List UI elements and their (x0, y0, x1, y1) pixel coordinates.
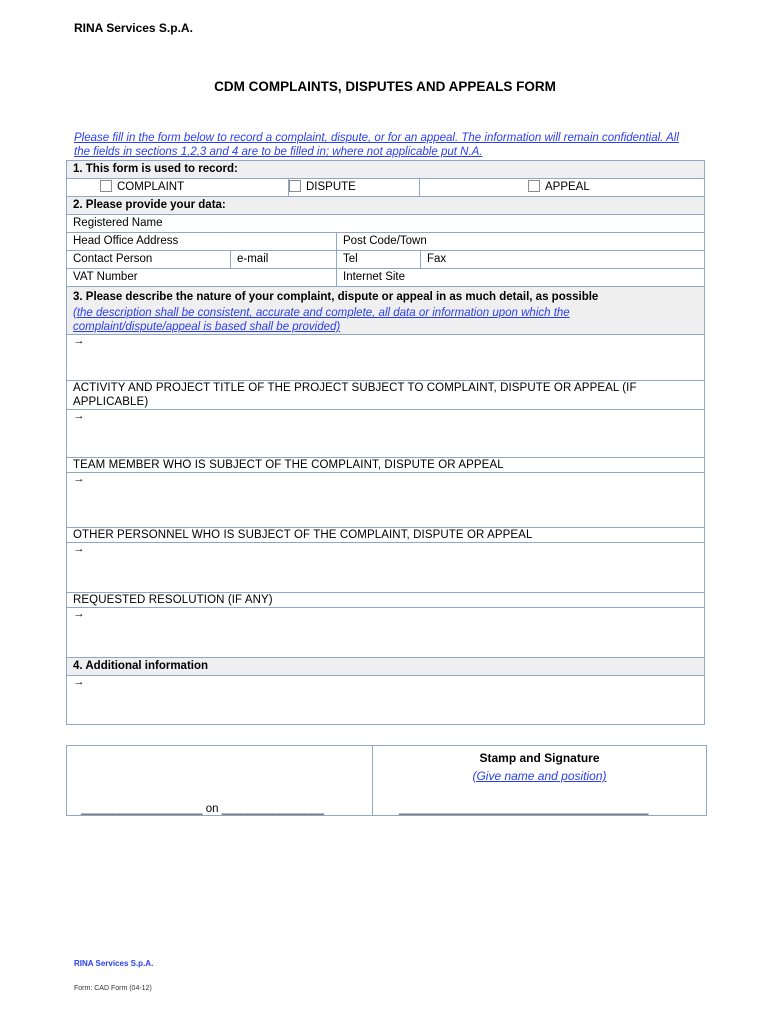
option-appeal-label: APPEAL (545, 181, 590, 193)
head-office-address-field[interactable]: Head Office Address (67, 233, 337, 251)
arrow-icon: → (73, 608, 85, 620)
activity-title-label: ACTIVITY AND PROJECT TITLE OF THE PROJECT SUBJECT TO COMPLAINT, DISPUTE OR APPEAL (IF APPLICABLE) (67, 381, 705, 410)
date-place-box[interactable] (66, 745, 373, 816)
section3-heading: 3. Please describe the nature of your complaint, dispute or appeal in as much detail, as possible (73, 291, 599, 303)
option-appeal[interactable] (420, 179, 704, 196)
stamp-signature-title: Stamp and Signature (479, 751, 600, 765)
section3-note: (the description shall be consistent, accurate and complete, all data or information upon which the complaint/dispute/appeal is based shall be provided) (73, 307, 570, 333)
email-field[interactable]: e-mail (231, 251, 337, 269)
arrow-icon: → (73, 473, 85, 485)
dispute-checkbox[interactable] (289, 180, 301, 192)
arrow-icon: → (73, 410, 85, 422)
arrow-icon: → (73, 335, 85, 347)
footer-company: RINA Services S.p.A. (74, 959, 154, 968)
option-complaint[interactable] (67, 179, 289, 196)
date-place-line: ___________________ on ________________ (81, 803, 325, 815)
arrow-icon: → (73, 676, 85, 688)
other-personnel-input[interactable] (67, 543, 705, 593)
stamp-signature-note: (Give name and position) (472, 769, 607, 783)
company-name: RINA Services S.p.A. (74, 21, 193, 35)
section1-heading: 1. This form is used to record: (67, 161, 705, 179)
section2-heading: 2. Please provide your data: (67, 197, 705, 215)
footer-form-code: Form: CAD Form (04-12) (74, 985, 152, 992)
team-member-input[interactable] (67, 473, 705, 528)
option-dispute[interactable] (289, 179, 420, 196)
form-title: CDM COMPLAINTS, DISPUTES AND APPEALS FORM (214, 79, 556, 94)
description-input[interactable] (67, 335, 705, 381)
stamp-signature-box[interactable] (372, 745, 707, 816)
post-code-town-field[interactable]: Post Code/Town (337, 233, 705, 251)
vat-number-field[interactable]: VAT Number (67, 269, 337, 287)
tel-field[interactable]: Tel (337, 251, 421, 269)
signature-block (66, 745, 707, 817)
section3-header (67, 287, 705, 335)
activity-title-input[interactable] (67, 410, 705, 458)
arrow-icon: → (73, 543, 85, 555)
option-dispute-label: DISPUTE (306, 181, 356, 193)
intro-instructions: Please fill in the form below to record a complaint, dispute, or for an appeal. The information will remain confidential. All the fields in sections 1,2,3 and 4 are to be filled in; where not applicable put N.A. (74, 132, 679, 158)
contact-person-field[interactable]: Contact Person (67, 251, 231, 269)
appeal-checkbox[interactable] (528, 180, 540, 192)
option-complaint-label: COMPLAINT (117, 181, 185, 193)
additional-info-input[interactable] (67, 676, 705, 725)
registered-name-field[interactable]: Registered Name (67, 215, 705, 233)
requested-resolution-input[interactable] (67, 608, 705, 658)
complaint-checkbox[interactable] (100, 180, 112, 192)
requested-resolution-label: REQUESTED RESOLUTION (IF ANY) (67, 593, 705, 608)
section4-heading: 4. Additional information (67, 658, 705, 676)
team-member-label: TEAM MEMBER WHO IS SUBJECT OF THE COMPLAINT, DISPUTE OR APPEAL (67, 458, 705, 473)
fax-field[interactable]: Fax (421, 251, 705, 269)
other-personnel-label: OTHER PERSONNEL WHO IS SUBJECT OF THE COMPLAINT, DISPUTE OR APPEAL (67, 528, 705, 543)
signature-line: _______________________________________ (399, 803, 649, 815)
form-table (66, 160, 704, 725)
internet-site-field[interactable]: Internet Site (337, 269, 705, 287)
